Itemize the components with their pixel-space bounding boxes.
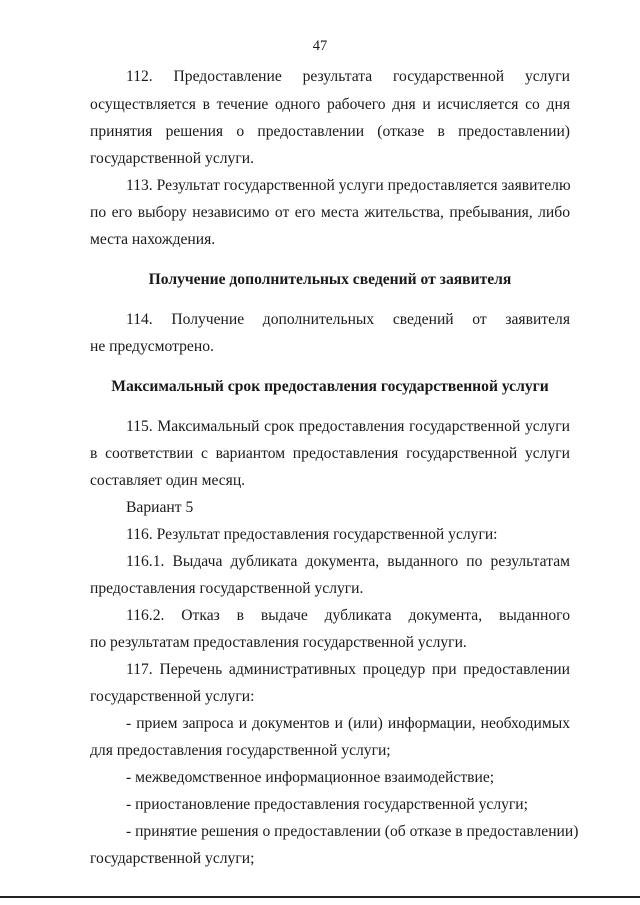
list-item-line: - принятие решения о предоставлении (об отказе в предоставлении) [126, 823, 579, 840]
section-heading: Получение дополнительных сведений от заявителя [148, 271, 512, 288]
paragraph-line: по его выбору независимо от его места жительства, пребывания, либо [90, 204, 570, 221]
paragraph-line: 117. Перечень административных процедур при предоставлении [126, 661, 570, 678]
list-item-line: - межведомственное информационное взаимодействие; [126, 769, 495, 786]
paragraph-line: Вариант 5 [126, 499, 194, 516]
paragraph-line: составляет один месяц. [90, 472, 246, 489]
paragraph-line: места нахождения. [90, 231, 216, 248]
list-item-line: - прием запроса и документов и (или) информации, необходимых [126, 715, 570, 732]
paragraph-line: 116. Результат предоставления государственной услуги: [126, 526, 498, 543]
scan-edge-rule [0, 896, 640, 898]
paragraph-line: государственной услуги. [90, 150, 254, 167]
paragraph-line: принятия решения о предоставлении (отказе в предоставлении) [90, 123, 570, 140]
section-heading: Максимальный срок предоставления государственной услуги [111, 378, 549, 395]
paragraph-line: государственной услуги: [90, 688, 255, 705]
page-number: 47 [312, 38, 328, 54]
paragraph-line: 115. Максимальный срок предоставления государственной услуги [126, 418, 570, 435]
list-item-line: для предоставления государственной услуги; [90, 742, 391, 759]
paragraph-line: осуществляется в течение одного рабочего дня и исчисляется со дня [90, 96, 570, 113]
paragraph-line: 113. Результат государственной услуги предоставляется заявителю [126, 177, 571, 194]
paragraph-line: предоставления государственной услуги. [90, 580, 364, 597]
paragraph-line: не предусмотрено. [90, 338, 214, 355]
paragraph-line: 112. Предоставление результата государственной услуги [126, 68, 570, 85]
paragraph-line: 116.2. Отказ в выдаче дубликата документа, выданного [126, 607, 570, 624]
list-item-line: государственной услуги; [90, 850, 255, 867]
list-item-line: - приостановление предоставления государственной услуги; [126, 796, 528, 813]
paragraph-line: 116.1. Выдача дубликата документа, выданного по результатам [126, 553, 570, 570]
paragraph-line: в соответствии с вариантом предоставления государственной услуги [90, 445, 570, 462]
paragraph-line: 114. Получение дополнительных сведений от заявителя [126, 311, 570, 328]
paragraph-line: по результатам предоставления государственной услуги. [90, 634, 467, 651]
